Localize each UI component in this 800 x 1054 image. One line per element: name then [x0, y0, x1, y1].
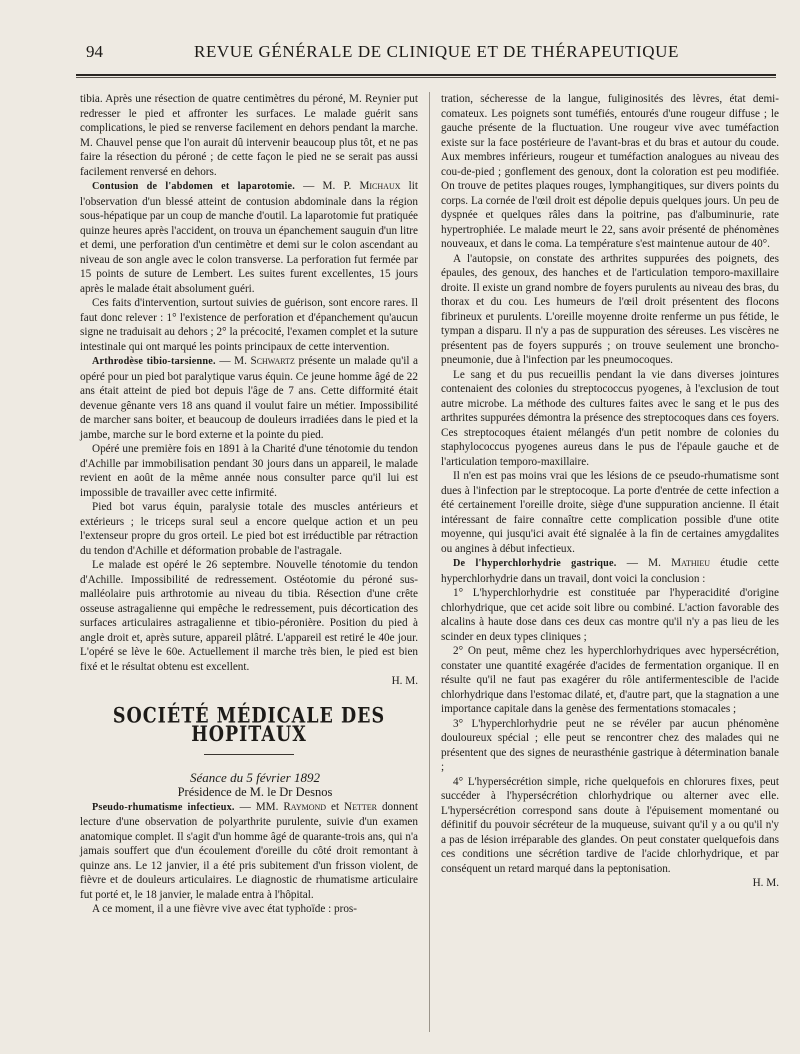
section-rule	[204, 754, 294, 755]
paragraph: A l'autopsie, on constate des arthrites suppurées des poignets, des épaules, des genoux, des hanches et de l'articulation temporo-maxillaire droite. Il existe un grand nombre de foyers purulents au niveau des bras, du thorax et du cou. Les humeurs de l'œil droit présentent des flocons fibrineux et purulents. L'oreille moyenne droite renferme un pus fétide, le tympan a disparu. Il n'y a pas de suppuration des séreuses. Les viscères ne présentent pas de foyers suppurés ; on trouve seulement une broncho-pneumonie, due à l'infection par les pneumocoques.	[441, 252, 779, 366]
paragraph: tration, sécheresse de la langue, fuliginosités des lèvres, état demi-comateux. Les poignets sont tuméfiés, entourés d'une rougeur diffuse ; le gauche présente de la fluctuation. Une rougeur vive avec tuméfaction existe sur la face postérieure de l'avant-bras et du bras et autour du coude. Aux membres inférieurs, rougeur et tuméfaction analogues au niveau des cou-de-pied ; gonflement des genoux, dont la coloration est peu modifiée. On trouve de petites plaques rouges, lymphangitiques, sur divers points du corps. La cornée de l'œil droit est dépolie depuis quelques jours. Un peu de dyspnée et quelques râles dans la poitrine, pas d'albuminurie, rate hypertrophiée. Le malade meurt le 22, sans avoir présenté de phénomènes nouveaux, et dans le coma. La température s'est maintenue autour de 40°.	[441, 93, 779, 250]
left-column	[80, 92, 418, 917]
paragraph-text: donnent lecture d'une observation de polyarthrite purulente, suivie d'un examen anatomique complet. Il s'agit d'un homme âgé de quarante-trois ans, qui n'a jamais souffert que d'un écoulement d'oreille du côté droit remontant à quinze ans. Le 12 janvier, il a été pris subitement d'un frisson violent, de fièvre et de douleurs articulaires. Le diagnostic de rhumatisme articulaire fut porté et, le 18 janvier, le malade entra à l'hôpital.	[80, 800, 418, 901]
page-number: 94	[86, 42, 103, 61]
author-name: Michaux	[359, 180, 401, 192]
rubric-title: De l'hyperchlorhydrie gastrique.	[453, 558, 617, 569]
paragraph-hyperchlorhydrie	[441, 556, 779, 586]
paragraph: Ces faits d'intervention, surtout suivies de guérison, sont encore rares. Il faut donc relever : 1° l'existence de perforation et d'épanchement qu'aucun signe ne traduisait au dehors ; 2° la précocité, l'examen complet et la suture intestinale qui ont marqué les points principaux de cette intervention.	[80, 297, 418, 353]
author-name: Raymond	[283, 800, 327, 813]
rubric-dash: — M. P.	[295, 180, 360, 192]
column-divider	[429, 92, 430, 1032]
section-title: SOCIÉTÉ MÉDICALE DES HOPITAUX	[112, 703, 386, 747]
paragraph: 4° L'hypersécrétion simple, riche quelquefois en chlorures fixes, peut succéder à l'hypersécrétion chlorhydrique ou alterner avec elle. L'hypersécrétion correspond sans doute à l'épuisement momentané ou définitif du pouvoir sécréteur de la muqueuse, suivant qu'il y a ou qu'il n'y a pas de lésion irréparable des glandes. On peut constater quelquefois dans ces conditions une sécrétion tardive de l'acide chlorhydrique, et par conséquent un retard marqué dans la peptonisation.	[441, 775, 779, 875]
signature: H. M.	[752, 877, 779, 889]
rubric-dash: — MM.	[234, 800, 284, 813]
paragraph: 1° L'hyperchlorhydrie est constituée par l'hyperacidité d'origine chlorhydrique, que cet acide soit libre ou combiné. L'action favorable des alcalins à haute dose dans ces deux cas montre qu'il n'y a pas lieu de les scinder en deux types cliniques ;	[441, 587, 779, 643]
page-header	[76, 40, 776, 66]
paragraph: 2° On peut, même chez les hyperchlorhydriques avec hypersécrétion, constater une quantité exagérée d'acides de fermentation organique. Il en résulte qu'il ne faut pas exagérer du rôle antifermentescible de l'acide chlorhydrique dans l'estomac dilaté, et, d'autre part, que la stagnation a une importance capitale dans la genèse des fermentations stomacales ;	[441, 645, 779, 715]
session-president: Présidence de M. le Dr Desnos	[177, 785, 333, 799]
signature: H. M.	[391, 675, 418, 687]
session-date: Séance du 5 février 1892	[190, 769, 320, 785]
rubric-dash: — M.	[215, 355, 251, 367]
author-name: Mathieu	[671, 557, 711, 569]
paragraph: 3° L'hyperchlorhydrie peut ne se révéler par aucun phénomène douloureux spécial ; elle peut se rencontrer chez des malades qui ne présentent que des signes de neurasthénie gastrique à détermination banale ;	[441, 717, 779, 773]
paragraph: Le sang et du pus recueillis pendant la vie dans diverses jointures contenaient des colonies du streptococcus pyogenes, à l'exclusion de tout autre microbe. La méthode des cultures faites avec le sang et le pus des arthrites suppurées démontra la présence des streptocoques dans ces foyers. Ces streptocoques étaient mélangés d'un petit nombre de colonies du staphylococcus pyogenes aureus dans le pus de l'épaule gauche et de l'articulation temporo-maxillaire.	[441, 368, 779, 468]
conjunction: et	[326, 800, 345, 813]
right-column	[441, 92, 779, 891]
paragraph-arthrodese	[80, 354, 418, 442]
author-name: Schwartz	[250, 355, 295, 367]
rubric-title: Contusion de l'abdomen et laparotomie.	[92, 181, 295, 192]
paragraph-laparotomie	[80, 179, 418, 296]
paragraph-text: présente un malade qu'il a opéré pour un pied bot paralytique varus équin. Ce jeune homme âgé de 22 ans était atteint de pied bot depuis l'âge de 7 ans. Cette difformité était devenue gênante vers 18 ans quand il voulut faire un métier. Impossibilité de marcher sans boiter, et beaucoup de douleurs irradiées dans le pied et la jambe, marche sur le bord externe et la pointe du pied.	[80, 355, 419, 441]
paragraph-text: étudie cette hyperchlorhydrie dans un travail, dont voici la conclusion :	[441, 557, 779, 585]
paragraph: Pied bot varus équin, paralysie totale des muscles antérieurs et extérieurs ; le triceps sural seul a encore quelque action et un peu l'extenseur propre du gros orteil. Le pied bot est irréductible par rétraction du tendon d'Achille et déformation probable de l'astragale.	[80, 501, 418, 557]
header-rule-thin	[76, 77, 776, 78]
rubric-title: Pseudo-rhumatisme infectieux.	[92, 801, 235, 813]
paragraph: A ce moment, il a une fièvre vive avec état typhoïde : pros-	[92, 903, 357, 915]
author-name: Netter	[344, 800, 378, 813]
running-title: REVUE GÉNÉRALE DE CLINIQUE ET DE THÉRAPEUTIQUE	[194, 42, 679, 61]
header-rule	[76, 74, 776, 76]
paragraph: Opéré une première fois en 1891 à la Charité d'une ténotomie du tendon d'Achille par immobilisation pendant 30 jours dans un appareil, le malade revient en août de la même année nous consulter parce qu'il lui est impossible de travailler avec cette infirmité.	[80, 443, 418, 499]
paragraph: Le malade est opéré le 26 septembre. Nouvelle ténotomie du tendon d'Achille. Impossibilité de redressement. Ostéotomie du péroné sus-malléolaire puis arthrotomie au niveau du tibia. Résection d'une crête osseuse astragalienne qui empêche le redressement, puis décortication des surfaces articulaires astragalienne et tibio-péronière. Position du pied à angle droit et, après suture, appareil plâtré. L'appareil est retiré le 40e jour. L'opéré se lève le 60e. Actuellement il marche très bien, le pied est bien fixé et le résultat obtenu est excellent.	[80, 559, 418, 673]
rubric-title: Arthrodèse tibio-tarsienne.	[92, 356, 216, 367]
paragraph-pseudo-rhumatisme	[80, 800, 418, 903]
paragraph: tibia. Après une résection de quatre centimètres du péroné, M. Reynier put redresser le pied et affronter les surfaces. Le malade guérit sans complications, le pied se renverse facilement en dehors pendant la marche. M. Chauvel pense que l'on aurait dû intervenir beaucoup plus tôt, et ne pas faire la résection du péroné ; de cette façon le pied ne se serait pas aussi facilement renversé en dehors.	[80, 93, 418, 178]
paragraph-text: lit l'observation d'un blessé atteint de contusion abdominale dans la région sous-hépatique par un coup de manche d'outil. La laparotomie fut pratiquée quinze heures après l'accident, on trouva un épanchement sauguin d'un litre et demi, une perforation d'un centimètre et demi sur le colon ascendant au niveau de son angle avec le colon transverse. La perforation fut fermée par 15 points de suture de Lembert. Les suites furent excellentes, 15 jours après le malade était absolument guéri.	[80, 180, 419, 295]
rubric-dash: — M.	[616, 557, 672, 569]
paragraph: Il n'en est pas moins vrai que les lésions de ce pseudo-rhumatisme sont dues à l'infection par le streptocoque. La porte d'entrée de cette infection a été certainement l'oreille droite, siège d'une suppuration ancienne. Il était intéressant de faire connaître cette complication possible d'une otite moyenne, qui jusqu'ici avait été signalée à la fin de certaines amygdalites ou angines à début infectieux.	[441, 470, 779, 555]
